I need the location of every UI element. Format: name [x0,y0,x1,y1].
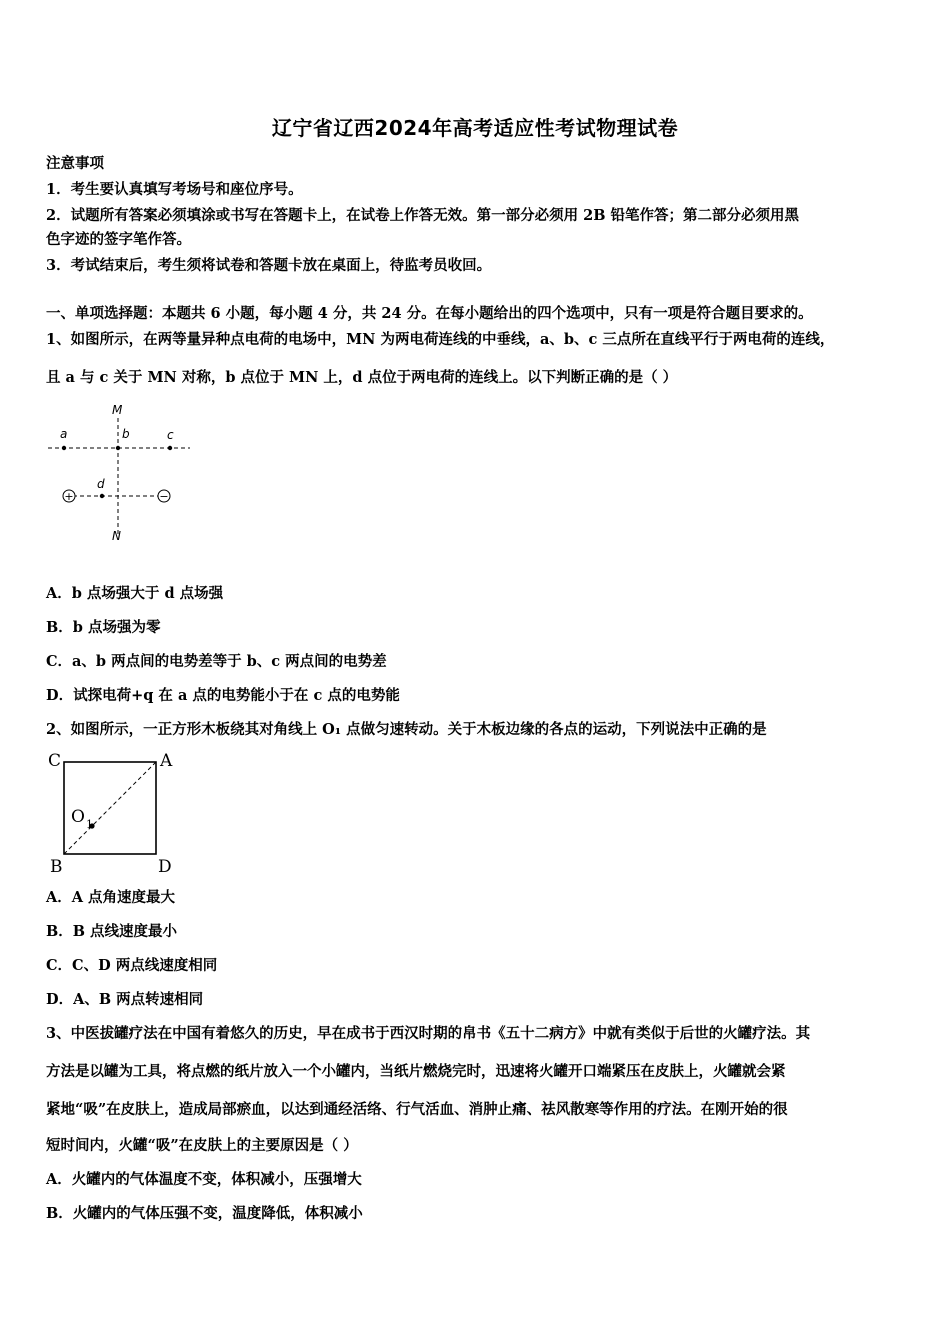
plus-label: + [64,490,74,503]
label-d: d [97,477,105,491]
question-2-option-d: D．A、B 两点转速相同 [46,991,204,1008]
question-1-stem: 1、如图所示，在两等量异种点电荷的电场中，MN 为两电荷连线的中垂线，a、b、c 三点所在直线平行于两电荷的连线， [46,331,835,348]
section-heading: 一、单项选择题：本题共 6 小题，每小题 4 分，共 24 分。在每小题给出的四个选项中，只有一项是符合题目要求的。 [46,305,813,322]
question-1-option-c: C．a、b 两点间的电势差等于 b、c 两点间的电势差 [46,653,387,670]
point-c [168,446,172,450]
question-2-option-c: C．C、D 两点线速度相同 [46,957,218,974]
question-2-stem: 2、如图所示，一正方形木板绕其对角线上 O₁ 点做匀速转动。关于木板边缘的各点的运动，下列说法中正确的是 [46,721,767,738]
notice-item: 3．考试结束后，考生须将试卷和答题卡放在桌面上，待监考员收回。 [46,257,492,274]
point-a [62,446,66,450]
question-2-diagram [44,748,184,874]
label-B: B [50,857,63,874]
question-1-diagram [40,400,210,550]
label-C: C [48,751,62,771]
label-A: A [160,751,173,771]
label-D: D [158,857,172,874]
label-O: O [71,807,85,827]
page-title: 辽宁省辽西2024年高考适应性考试物理试卷 [271,116,679,140]
label-O-subscript: 1 [86,818,93,831]
question-2-option-a: A．A 点角速度最大 [46,889,176,906]
question-3-option-a: A．火罐内的气体温度不变，体积减小，压强增大 [46,1171,362,1188]
minus-label: − [159,490,169,503]
question-3-stem: 紧地“吸”在皮肤上，造成局部瘀血，以达到通经活络、行气活血、消肿止痛、祛风散寒等作用的疗法。在刚开始的很 [46,1101,788,1118]
question-2-option-b: B．B 点线速度最小 [46,923,178,940]
question-3-option-b: B．火罐内的气体压强不变，温度降低，体积减小 [46,1205,363,1222]
question-3-stem: 3、中医拔罐疗法在中国有着悠久的历史，早在成书于西汉时期的帛书《五十二病方》中就有类似于后世的火罐疗法。其 [46,1025,811,1042]
question-3-stem: 方法是以罐为工具，将点燃的纸片放入一个小罐内，当纸片燃烧完时，迅速将火罐开口端紧压在皮肤上，火罐就会紧 [46,1063,786,1080]
notice-item: 色字迹的签字笔作答。 [46,231,191,248]
label-a: a [60,427,68,441]
question-1-option-a: A．b 点场强大于 d 点场强 [46,585,224,602]
point-d [100,494,104,498]
notice-item: 2．试题所有答案必须填涂或书写在答题卡上，在试卷上作答无效。第一部分必须用 2B 铅笔作答；第二部分必须用黑 [46,207,800,224]
question-1-stem: 且 a 与 c 关于 MN 对称，b 点位于 MN 上，d 点位于两电荷的连线上。以下判断正确的是（ ） [46,369,678,386]
notice-item: 1．考生要认真填写考场号和座位序号。 [46,181,303,198]
question-1-option-d: D．试探电荷+q 在 a 点的电势能小于在 c 点的电势能 [46,687,400,704]
notice-heading: 注意事项 [46,155,104,172]
label-M: M [112,403,123,417]
point-b [116,446,120,450]
question-3-stem: 短时间内，火罐“吸”在皮肤上的主要原因是（ ） [46,1137,358,1154]
label-b: b [122,427,130,441]
label-N: N [112,529,121,543]
question-1-option-b: B．b 点场强为零 [46,619,161,636]
label-c: c [167,428,174,442]
